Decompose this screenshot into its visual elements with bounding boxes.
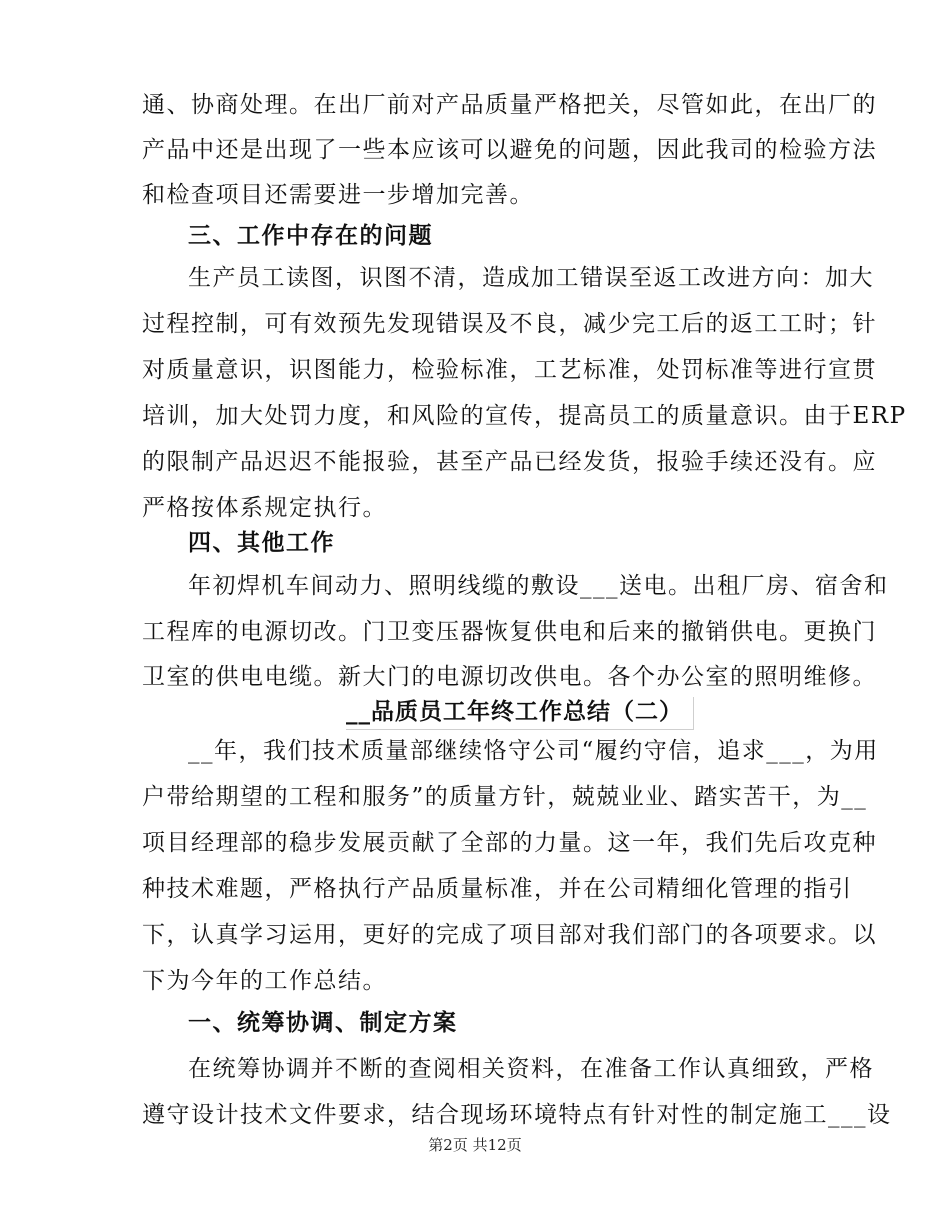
paragraph-line: 生产员工读图，识图不清，造成加工错误至返工改进方向：加大 xyxy=(188,265,874,291)
paragraph-line: 对质量意识，识图能力，检验标准，工艺标准，处罚标准等进行宣贯 xyxy=(142,357,877,383)
section-heading-coordination: 一、统筹协调、制定方案 xyxy=(188,1009,458,1036)
paragraph-line: 卫室的供电电缆。新大门的电源切改供电。各个办公室的照明维修。 xyxy=(142,664,877,690)
paragraph-line: 项目经理部的稳步发展贡献了全部的力量。这一年，我们先后攻克种 xyxy=(142,830,877,856)
paragraph-line: 工程库的电源切改。门卫变压器恢复供电和后来的撤销供电。更换门 xyxy=(142,619,877,645)
page-number: 第2页 共12页 xyxy=(428,1136,522,1154)
paragraph-line: 户带给期望的工程和服务”的质量方针，兢兢业业、踏实苦干，为__ xyxy=(142,784,868,810)
paragraph-line: 下，认真学习运用，更好的完成了项目部对我们部门的各项要求。以 xyxy=(142,922,877,948)
paragraph-line: 和检查项目还需要进一步增加完善。 xyxy=(142,182,534,208)
paragraph-line: __年，我们技术质量部继续恪守公司“履约守信，追求___，为用 xyxy=(188,738,879,764)
paragraph-line: 通、协商处理。在出厂前对产品质量严格把关，尽管如此，在出厂的 xyxy=(142,92,877,118)
article-title: __品质员工年终工作总结（二） xyxy=(346,697,694,730)
paragraph-line: 培训，加大处罚力度，和风险的宣传，提高员工的质量意识。由于ERP xyxy=(142,403,907,429)
paragraph-line: 严格按体系规定执行。 xyxy=(142,495,387,521)
paragraph-line: 年初焊机车间动力、照明线缆的敷设___送电。出租厂房、宿舍和 xyxy=(188,573,889,599)
paragraph-line: 过程控制，可有效预先发现错误及不良，减少完工后的返工工时；针 xyxy=(142,311,877,337)
section-heading-other-work: 四、其他工作 xyxy=(188,529,335,556)
section-heading-problems: 三、工作中存在的问题 xyxy=(188,222,433,249)
paragraph-line: 下为今年的工作总结。 xyxy=(142,968,387,994)
paragraph-line: 的限制产品迟迟不能报验，甚至产品已经发货，报验手续还没有。应 xyxy=(142,449,877,475)
paragraph-line: 种技术难题，严格执行产品质量标准，并在公司精细化管理的指引 xyxy=(142,876,853,902)
paragraph-line: 遵守设计技术文件要求，结合现场环境特点有针对性的制定施工___设 xyxy=(142,1102,892,1128)
paragraph-line: 在统筹协调并不断的查阅相关资料，在准备工作认真细致，严格 xyxy=(188,1056,874,1082)
paragraph-line: 产品中还是出现了一些本应该可以避免的问题，因此我司的检验方法 xyxy=(142,137,877,163)
